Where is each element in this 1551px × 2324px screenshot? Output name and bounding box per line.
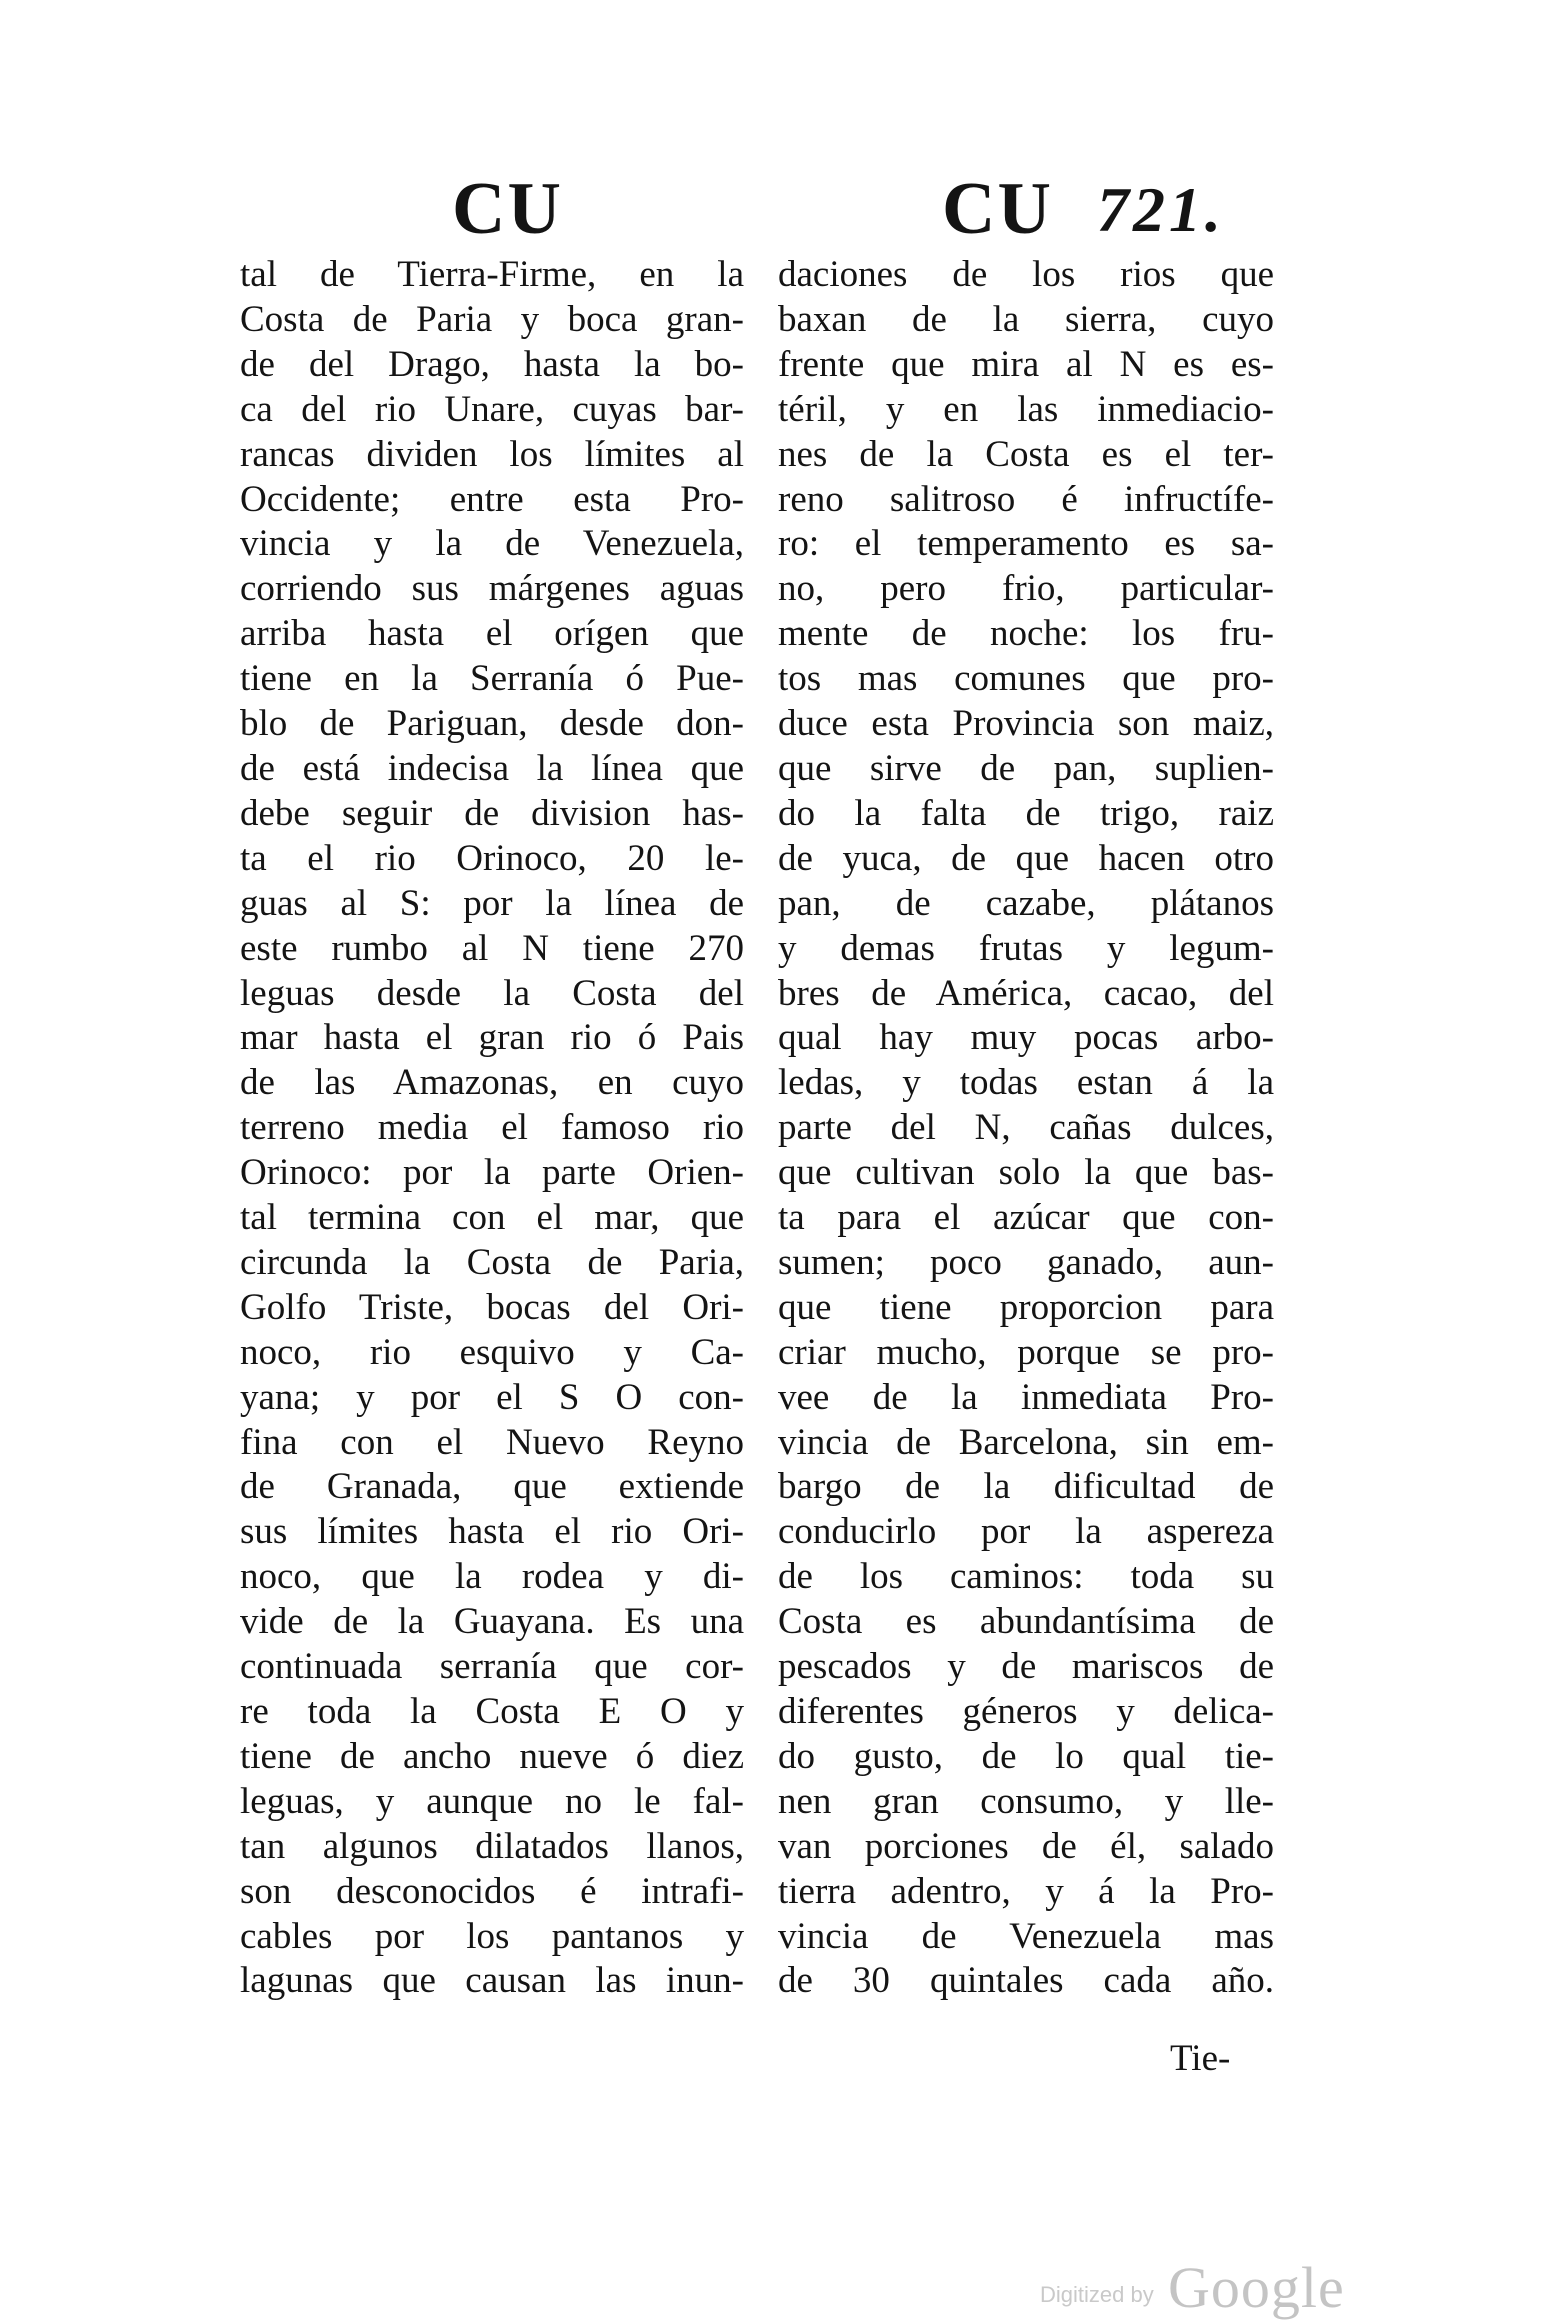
catchword: Tie- [1170,2038,1231,2079]
text-line: tal termina con el mar, que [240,1197,744,1239]
text-line: criar mucho, porque se pro- [778,1331,1274,1373]
text-column-left [240,253,744,2004]
text-line: vee de la inmediata Pro- [778,1376,1274,1418]
page-number: 721. [1097,174,1225,245]
text-line: tiene de ancho nueve ó diez [240,1735,744,1777]
text-line: do gusto, de lo qual tie- [778,1735,1274,1777]
digitized-by-google-watermark [1040,2255,1380,2324]
text-line: cables por los pantanos y [240,1915,744,1957]
text-line: rancas dividen los límites al [240,433,744,475]
text-line: de yuca, de que hacen otro [778,837,1274,879]
text-line: sumen; poco ganado, aun- [778,1241,1274,1283]
text-line: Orinoco: por la parte Orien- [240,1152,744,1194]
text-column-right [778,253,1274,2004]
text-line: do la falta de trigo, raiz [778,792,1274,834]
text-line: mar hasta el gran rio ó Pais [240,1017,744,1059]
text-line: arriba hasta el orígen que [240,613,744,655]
text-line: daciones de los rios que [778,254,1274,295]
text-line: son desconocidos é intrafi- [240,1870,744,1912]
text-line: fina con el Nuevo Reyno [240,1421,744,1463]
text-line: ta para el azúcar que con- [778,1197,1274,1239]
text-line: pescados y de mariscos de [778,1646,1274,1688]
text-line: no, pero frio, particular- [778,568,1274,610]
text-line: yana; y por el S O con- [240,1376,744,1418]
text-line: blo de Pariguan, desde don- [240,703,744,745]
text-line: corriendo sus márgenes aguas [240,568,744,610]
text-line: conducirlo por la aspereza [778,1511,1274,1553]
text-line: duce esta Provincia son maiz, [778,703,1274,745]
text-line: de Granada, que extiende [240,1466,744,1508]
text-line: Costa de Paria y boca gran- [240,298,744,340]
text-line: noco, que la rodea y di- [240,1556,744,1598]
text-line: de está indecisa la línea que [240,747,744,789]
text-line: Costa es abundantísima de [778,1601,1274,1643]
text-line: Golfo Triste, bocas del Ori- [240,1286,744,1328]
text-line: este rumbo al N tiene 270 [240,927,744,969]
text-line: Occidente; entre esta Pro- [240,478,744,520]
text-line: tos mas comunes que pro- [778,658,1274,700]
text-line: nes de la Costa es el ter- [778,433,1274,475]
text-line: tan algunos dilatados llanos, [240,1825,744,1867]
text-line: guas al S: por la línea de [240,882,744,924]
text-line: de 30 quintales cada año. [778,1960,1274,2002]
text-line: continuada serranía que cor- [240,1646,744,1688]
text-line: ta el rio Orinoco, 20 le- [240,837,744,879]
text-line: y demas frutas y legum- [778,927,1274,969]
text-line: qual hay muy pocas arbo- [778,1017,1274,1059]
text-line: baxan de la sierra, cuyo [778,298,1274,340]
running-head-left: CU [452,168,563,250]
text-line: vide de la Guayana. Es una [240,1601,744,1643]
text-line: tal de Tierra-Firme, en la [240,254,744,295]
text-line: circunda la Costa de Paria, [240,1241,744,1283]
text-line: re toda la Costa E O y [240,1691,744,1732]
text-line: de del Drago, hasta la bo- [240,343,744,385]
text-line: ledas, y todas estan á la [778,1062,1274,1104]
text-line: ca del rio Unare, cuyas bar- [240,388,744,430]
running-head-right: CU [942,168,1053,250]
text-line: noco, rio esquivo y Ca- [240,1331,744,1373]
watermark-brand: Google [1168,2255,1345,2320]
text-line: parte del N, cañas dulces, [778,1107,1274,1149]
text-line: diferentes géneros y delica- [778,1691,1274,1732]
text-line: terreno media el famoso rio [240,1107,744,1149]
text-line: van porciones de él, salado [778,1825,1274,1867]
text-line: bargo de la dificultad de [778,1466,1274,1508]
text-line: ro: el temperamento es sa- [778,523,1274,565]
text-line: de las Amazonas, en cuyo [240,1062,744,1104]
watermark-prefix: Digitized by [1040,2282,1154,2307]
text-line: pan, de cazabe, plátanos [778,882,1274,924]
text-line: nen gran consumo, y lle- [778,1780,1274,1822]
text-line: téril, y en las inmediacio- [778,388,1274,430]
text-line: de los caminos: toda su [778,1556,1274,1598]
text-line: sus límites hasta el rio Ori- [240,1511,744,1553]
text-line: vincia y la de Venezuela, [240,523,744,565]
text-line: leguas, y aunque no le fal- [240,1780,744,1822]
text-line: lagunas que causan las inun- [240,1960,744,2002]
text-line: frente que mira al N es es- [778,343,1274,385]
text-line: tierra adentro, y á la Pro- [778,1870,1274,1912]
text-line: que cultivan solo la que bas- [778,1152,1274,1194]
text-line: reno salitroso é infructífe- [778,478,1274,520]
text-line: bres de América, cacao, del [778,972,1274,1014]
text-line: tiene en la Serranía ó Pue- [240,658,744,700]
text-line: leguas desde la Costa del [240,972,744,1014]
text-line: vincia de Venezuela mas [778,1915,1274,1957]
text-line: que tiene proporcion para [778,1286,1274,1328]
text-line: vincia de Barcelona, sin em- [778,1421,1274,1463]
text-line: debe seguir de division has- [240,792,744,834]
text-line: mente de noche: los fru- [778,613,1274,655]
text-line: que sirve de pan, suplien- [778,747,1274,789]
